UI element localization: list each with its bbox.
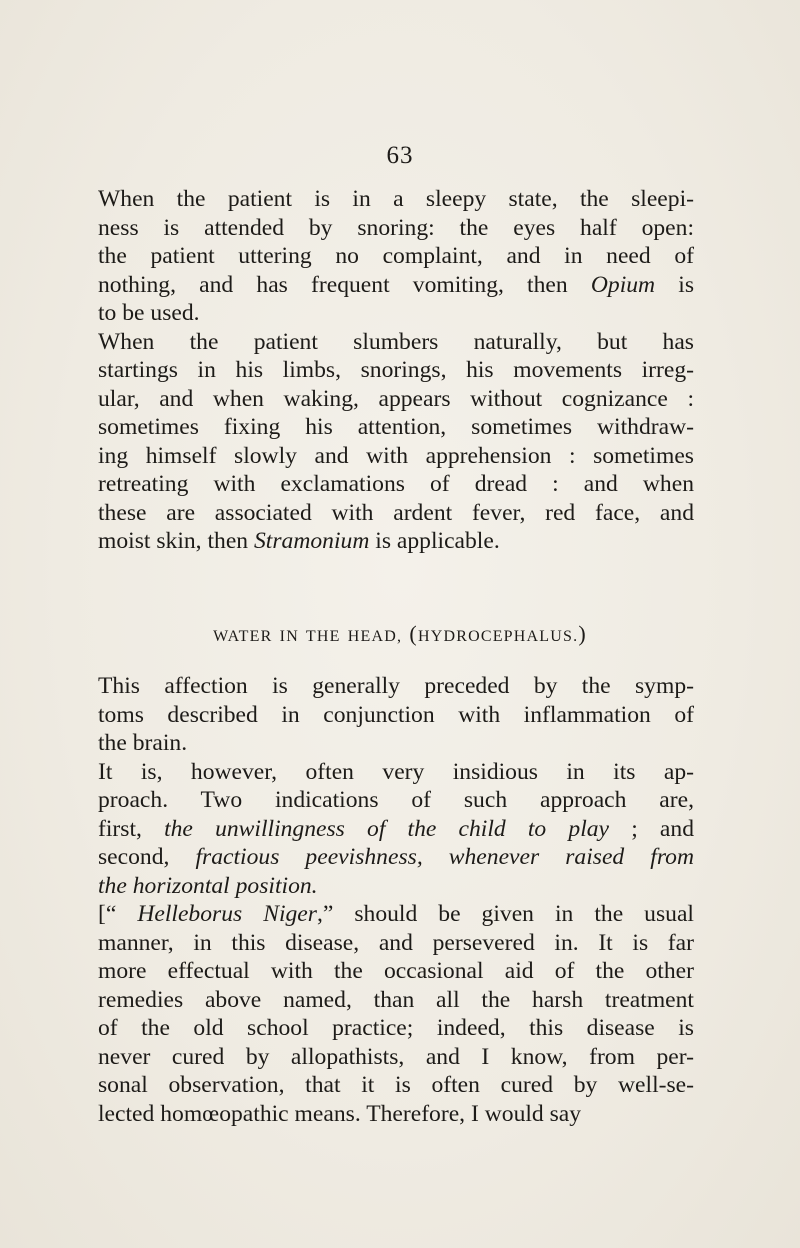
italic-phrase: Opium — [590, 271, 656, 298]
text-line: This affection is generally preceded by the symp- — [98, 673, 694, 699]
text-line: retreating with exclamations of dread : and when — [98, 471, 694, 497]
text-line: remedies above named, than all the harsh treatment — [98, 986, 694, 1013]
text-line: ing himself slowly and with apprehension : sometimes — [98, 442, 694, 469]
text-line-with-italic-remedy: nothing, and has frequent vomiting, then Opium is — [98, 271, 694, 298]
text-line: sometimes fixing his attention, sometimes withdraw- — [98, 414, 694, 440]
text-line: sonal observation, that it is often cured by well-se- — [98, 1072, 694, 1098]
text-line: ular, and when waking, appears without cognizance : — [98, 385, 694, 412]
text-line: the horizontal position. — [98, 872, 318, 899]
text-block-upper — [98, 185, 694, 556]
text-line: the brain. — [98, 730, 188, 756]
paragraph-stramonium — [98, 328, 694, 556]
text-line: ness is attended by snoring: the eyes half open: — [98, 214, 694, 241]
text-line: manner, in this disease, and persevered in. It is far — [98, 929, 694, 956]
text-line: never cured by allopathists, and I know, from per- — [98, 1043, 694, 1070]
paragraph-indications — [98, 758, 694, 901]
paragraph-helleborus — [98, 900, 694, 1128]
text-line: lected homœopathic means. Therefore, I would say — [98, 1100, 582, 1127]
text-line-with-italic-remedy: [“ Helleborus Niger,” should be given in the usual — [98, 901, 694, 927]
text-line: more effectual with the occasional aid of the other — [98, 958, 694, 984]
text-line-with-italic: second, fractious peevishness, whenever raised from — [98, 844, 694, 870]
italic-phrase: fractious peevishness, whenever raised from — [195, 844, 694, 870]
italic-phrase: Helleborus Niger — [137, 901, 317, 927]
section-heading: WATER IN THE HEAD, (HYDROCEPHALUS.) — [213, 621, 587, 646]
text-line: When the patient slumbers naturally, but has — [98, 328, 694, 355]
text-line: When the patient is in a sleepy state, the sleepi- — [98, 186, 694, 212]
italic-phrase: the unwillingness of the child to play — [164, 815, 610, 842]
text-line: these are associated with ardent fever, red face, and — [98, 499, 694, 526]
italic-phrase: Stramonium — [254, 528, 370, 554]
page-number: 63 — [386, 142, 414, 169]
text-line: toms described in conjunction with inflammation of — [98, 701, 694, 728]
text-line: startings in his limbs, snorings, his movements irreg- — [98, 357, 694, 383]
text-line-with-italic: first, the unwillingness of the child to play ; and — [98, 815, 694, 842]
paragraph-opium — [98, 185, 694, 328]
text-line: It is, however, often very insidious in its ap- — [98, 758, 694, 785]
text-line: proach. Two indications of such approach are, — [98, 787, 694, 813]
text-line: the patient uttering no complaint, and in need of — [98, 243, 694, 269]
text-line: to be used. — [98, 300, 200, 326]
text-line-with-italic-remedy: moist skin, then Stramonium is applicable. — [98, 528, 500, 554]
paragraph-hydrocephalus-intro — [98, 672, 694, 758]
text-block-lower — [98, 672, 694, 1128]
text-line: of the old school practice; indeed, this disease is — [98, 1015, 694, 1041]
